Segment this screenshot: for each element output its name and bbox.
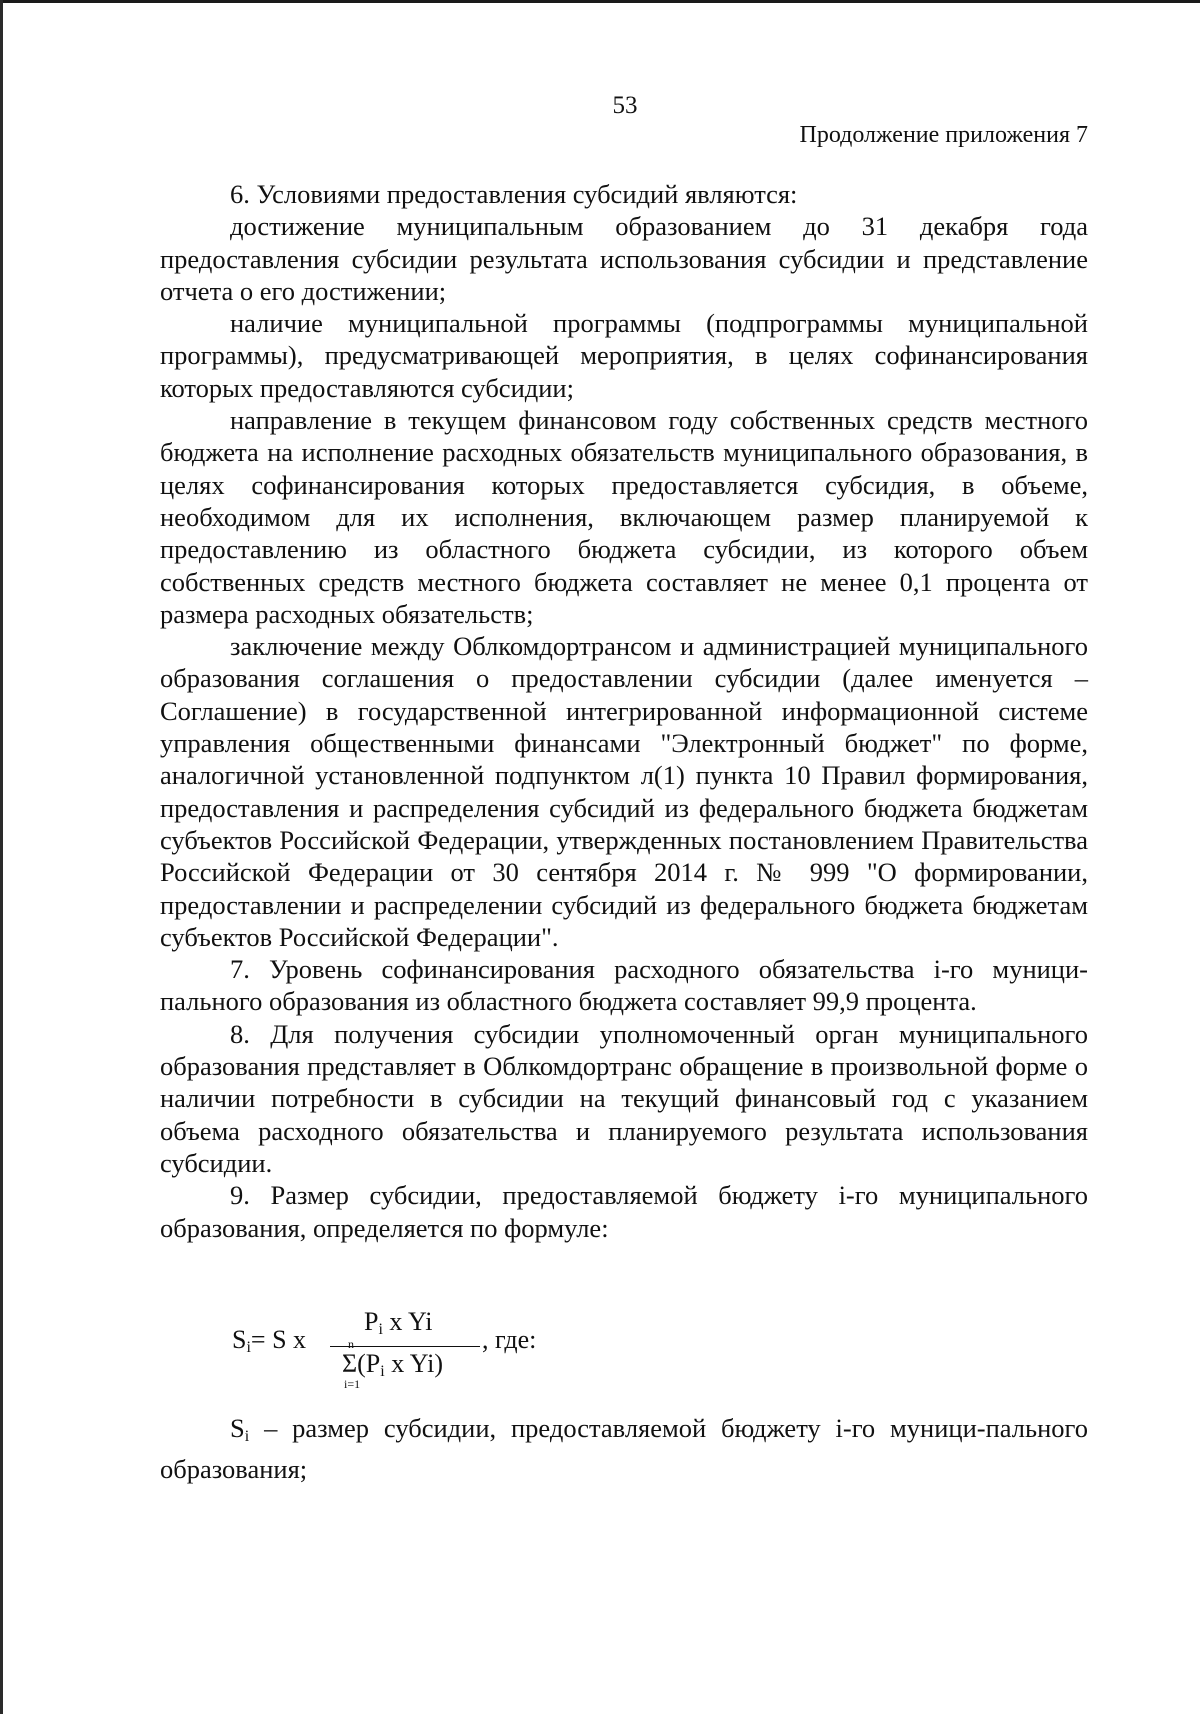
appendix-continuation-label: Продолжение приложения 7 bbox=[799, 122, 1088, 148]
subsidy-formula bbox=[160, 1262, 1088, 1412]
formula-where-label: , где: bbox=[482, 1324, 537, 1354]
paragraph-9: 9. Размер субсидии, предоставляемой бюджету i-го муниципального образования, определяется по формуле: bbox=[160, 1180, 1088, 1243]
sum-symbol: n Σ i=1 bbox=[342, 1336, 361, 1391]
paragraph-8: 8. Для получения субсидии уполномоченный орган муниципального образования представляет в Облкомдортранс обращение в произвольной форме о наличии потребности в субсидии на текущий финансовый год с указанием объема расходного обязательства и планируемого результата использования субсидии. bbox=[160, 1018, 1088, 1178]
formula-numerator: $P_i$ x Yi bbox=[364, 1306, 433, 1338]
paragraph-7: 7. Уровень софинансирования расходного обязательства i-го муници-пального образования из областного бюджета составляет 99,9 процента. bbox=[160, 954, 1088, 1017]
paragraph-condition-own-funds: направление в текущем финансовом году собственных средств местного бюджета на исполнение расходных обязательств муниципального образования, в целях софинансирования которых предоставляется субсидия, в объеме, необходимом для их исполнения, включающем размер планируемой к предоставлению из областного бюджета субсидии, из которого объем собственных средств местного бюджета составляет не менее 0,1 процента от размера расходных обязательств; bbox=[160, 405, 1088, 629]
definition-si: $S_i$ – размер субсидии, предоставляемой бюджету i-го муници-пального образования; bbox=[160, 1412, 1088, 1485]
paragraph-condition-program: наличие муниципальной программы (подпрограммы муниципальной программы), предусматривающей мероприятия, в целях софинансирования которых предоставляются субсидии; bbox=[160, 308, 1088, 403]
paragraph-6-heading: 6. Условиями предоставления субсидий являются: bbox=[230, 179, 798, 209]
paragraph-condition-result: достижение муниципальным образованием до 31 декабря года предоставления субсидии результата использования субсидии и представление отчета о его достижении; bbox=[160, 211, 1088, 306]
scan-edge-top bbox=[0, 0, 1200, 3]
paragraph-condition-agreement: заключение между Облкомдортрансом и администрацией муниципального образования соглашения о предоставлении субсидии (далее именуется – Соглашение) в государственной интегрированной информационной системе управления общественными финансами "Электронный бюджет" по форме, аналогичной установленной подпунктом л(1) пункта 10 Правил формирования, предоставления и распределения субсидий из федерального бюджета бюджетам субъектов Российской Федерации, утвержденных постановлением Правительства Российской Федерации от 30 сентября 2014 г. № 999 "О формировании, предоставлении и распределении субсидий из федерального бюджета бюджетам субъектов Российской Федерации". bbox=[160, 631, 1088, 952]
document-body bbox=[160, 178, 1088, 1485]
formula-denominator: n Σ i=1 ($P_i$ x Yi) bbox=[342, 1336, 443, 1391]
page-number: 53 bbox=[612, 92, 638, 119]
formula-lhs: $S_i= S$ x bbox=[232, 1324, 307, 1356]
scan-edge-left bbox=[0, 0, 3, 1714]
